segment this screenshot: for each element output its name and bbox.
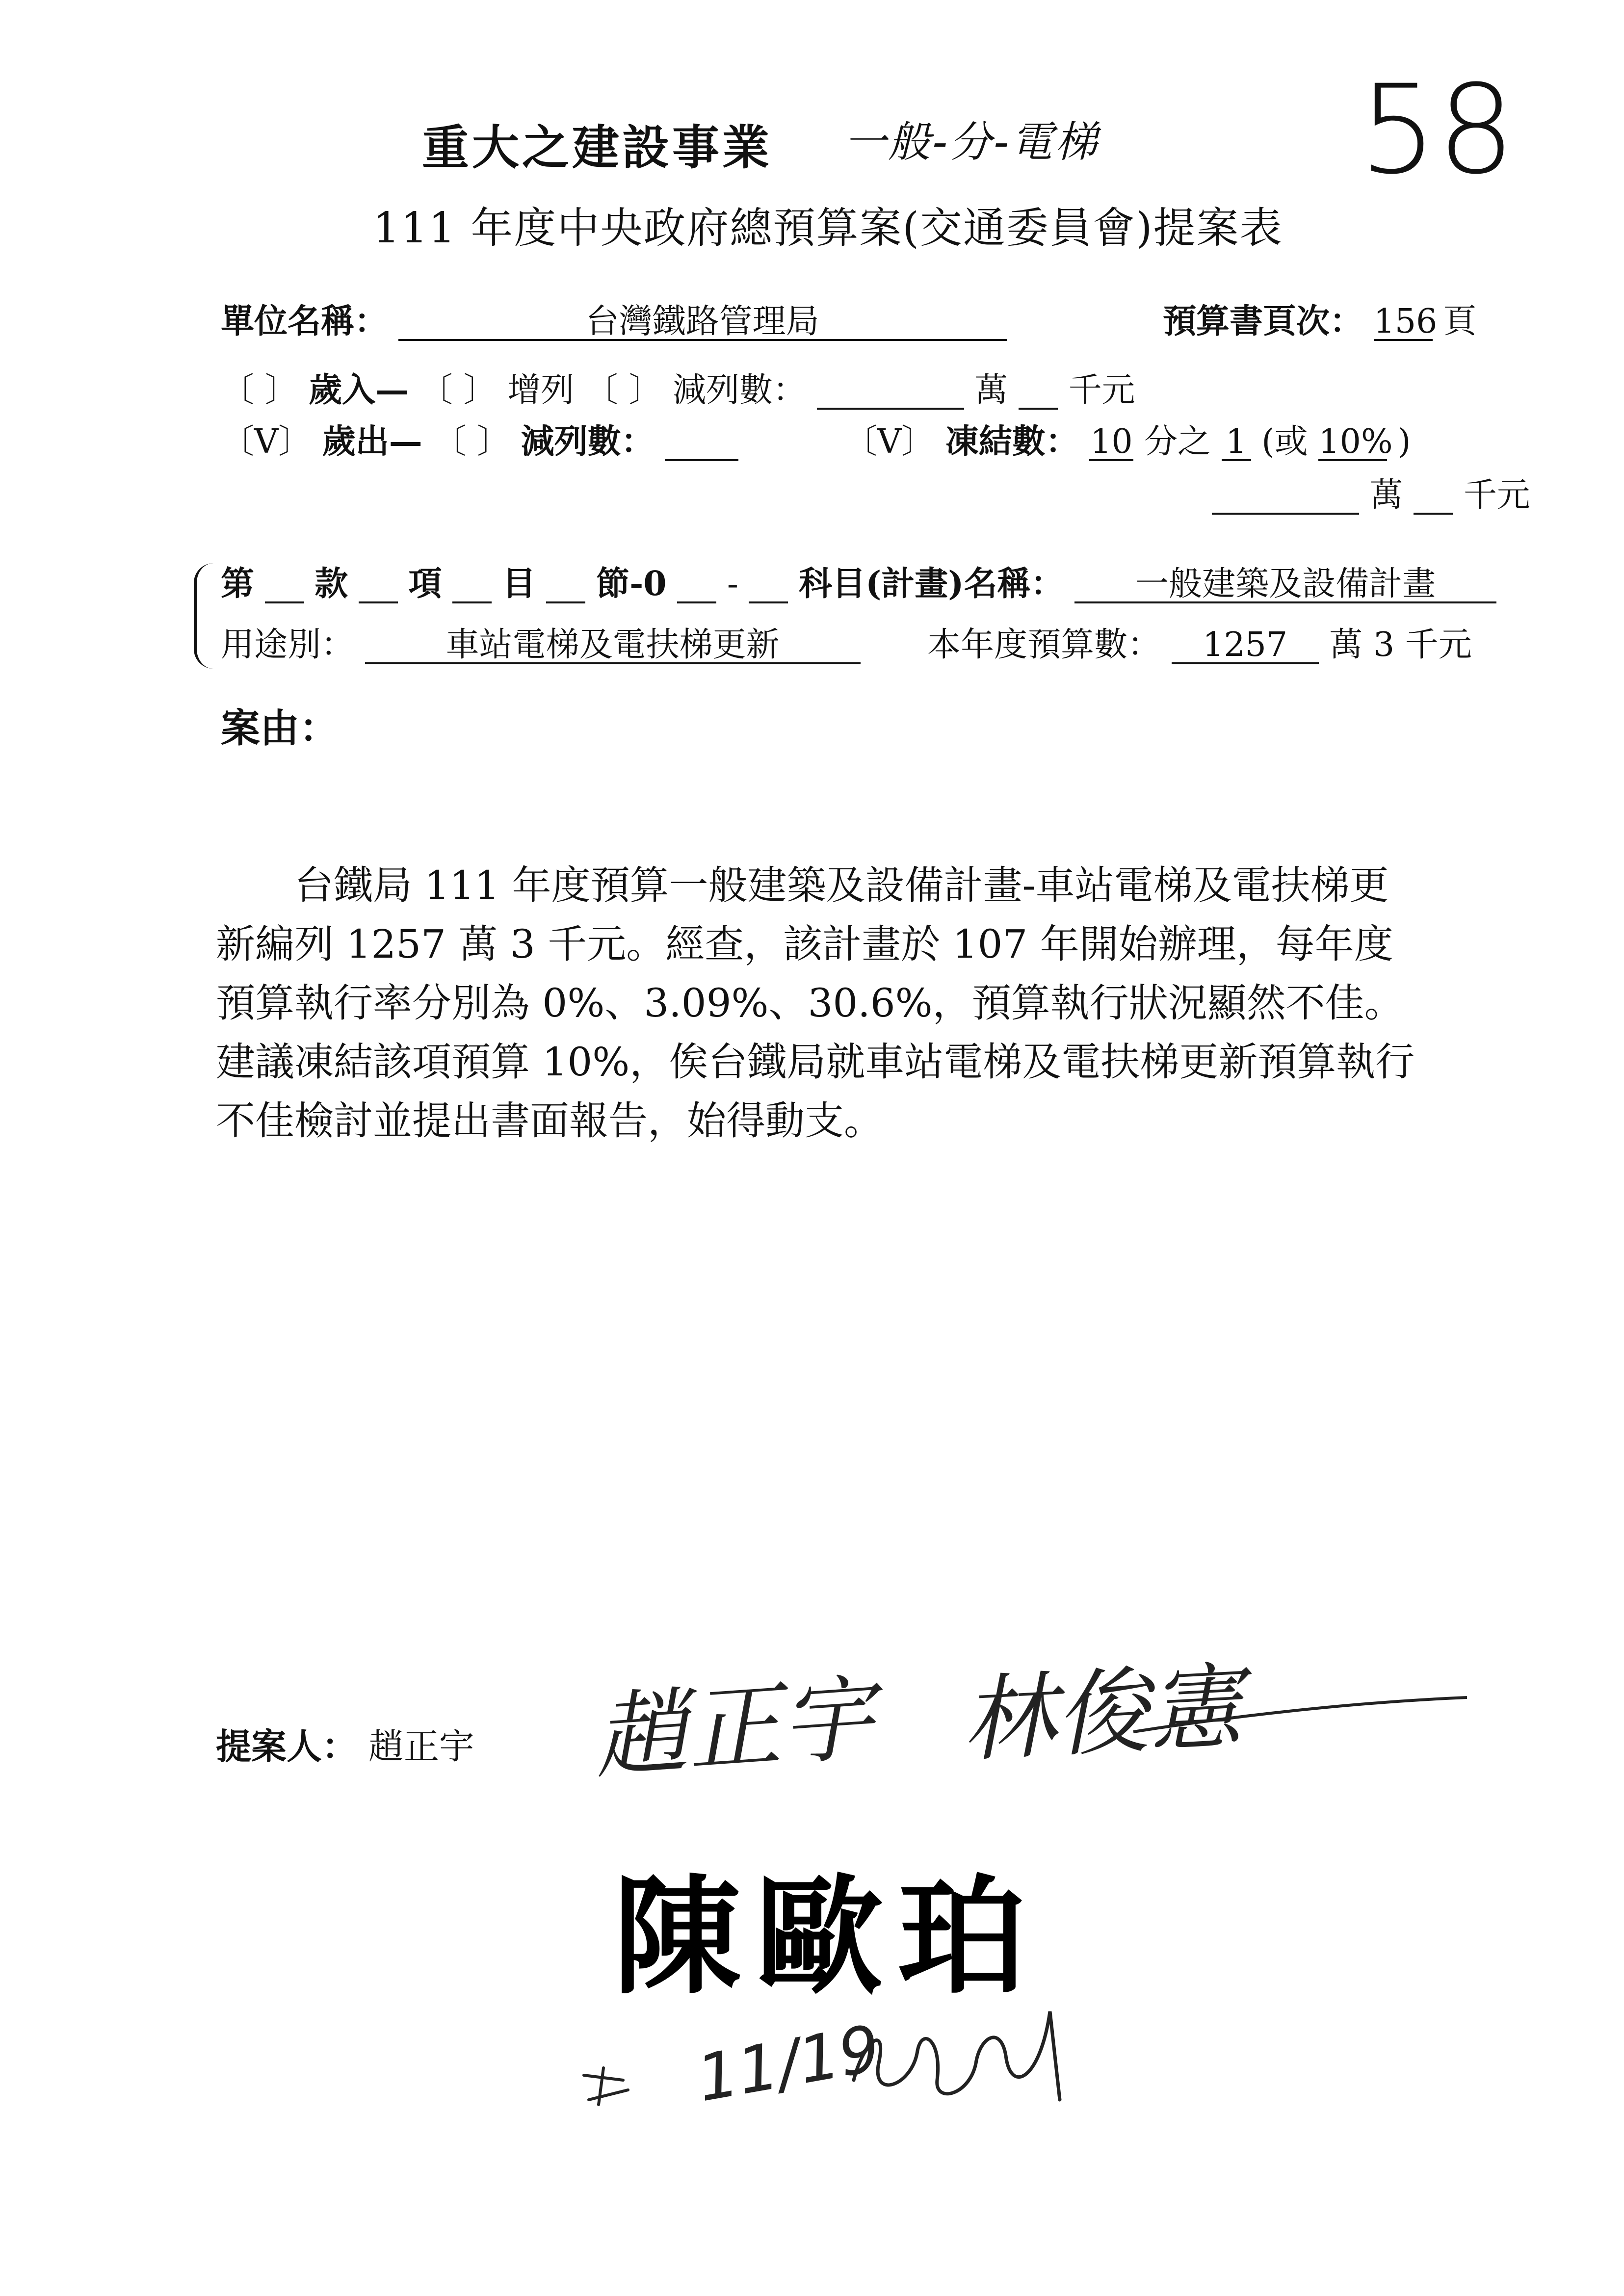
usage-row [221, 621, 861, 670]
freeze-label: 凍結數： [945, 422, 1079, 461]
signature-mark [579, 2065, 638, 2110]
expenditure-row [221, 417, 738, 467]
freeze-percent: 10% [1318, 422, 1393, 461]
freeze-qianyuan: 千元 [1463, 476, 1530, 515]
expenditure-reduce-blank [665, 424, 738, 461]
reason-text: 台鐵局 111 年度預算一般建築及設備計畫-車站電梯及電扶梯更新編列 1257 萬 3 千元。經查，該計畫於 107 年開始辦理，每年度預算執行率分別為 0%、3.09%、30.6%，預算執行狀況顯然不佳。建議凍結該項預算 10%，俟台鐵局就車站電梯及電扶梯更新預算執行不佳檢討並提出書面報告，始得動支。 [216, 862, 1415, 1144]
revenue-amount-blank [817, 373, 964, 410]
page-title: 111 年度中央政府總預算案(交通委員會)提案表 [373, 204, 1283, 253]
freeze-fenzhi: 分之 [1144, 422, 1211, 461]
item-xiang: 項 [408, 564, 442, 603]
signature-stroke [1128, 1688, 1472, 1747]
freeze-numerator: 10 [1090, 422, 1133, 461]
revenue-qianyuan: 千元 [1068, 371, 1135, 410]
budget-page-value: 156 [1373, 302, 1438, 341]
item-subject-name: 一般建築及設備計畫 [1074, 567, 1496, 603]
item-row [221, 559, 1496, 609]
signature-scribble [844, 1982, 1079, 2119]
revenue-increase: 增列 [507, 371, 575, 410]
signature-large: 陳歐珀 [613, 1863, 1040, 2011]
expenditure-reduce: 減列數： [521, 422, 655, 461]
stamp-title: 重大之建設事業 [422, 120, 772, 175]
freeze-or: (或 [1261, 422, 1308, 461]
freeze-close: ) [1398, 422, 1411, 461]
item-mu: 目 [502, 564, 536, 603]
item-jie: 節-0 [596, 564, 667, 603]
item-kuan-blank [265, 567, 304, 603]
budget-page-row [1163, 297, 1476, 346]
item-subject-label: 科目(計畫)名稱： [799, 564, 1064, 603]
signature-date: 11/19 [691, 2010, 886, 2116]
freeze-row [844, 417, 1411, 467]
revenue-checkbox: 〔 〕 [221, 371, 298, 410]
item-dash: - [727, 565, 738, 603]
freeze-qian-blank [1414, 478, 1453, 515]
annual-budget-row [927, 621, 1472, 670]
unit-label: 單位名稱： [221, 302, 388, 341]
signature-co-1: 趙正宇 [591, 1664, 878, 1792]
item-bracket [194, 563, 216, 669]
expenditure-reduce-box: 〔 〕 [433, 422, 510, 461]
signature-co-2: 林俊憲 [959, 1652, 1245, 1775]
revenue-increase-box: 〔 〕 [419, 371, 497, 410]
unit-row [221, 297, 1007, 346]
proposer-row [216, 1722, 474, 1771]
usage-value: 車站電梯及電扶梯更新 [365, 627, 861, 664]
revenue-decrease: 減列數： [673, 371, 807, 410]
freeze-denominator: 1 [1222, 424, 1251, 461]
handwritten-tag: 一般-分-電梯 [844, 118, 1100, 167]
freeze-checkbox: 〔V〕 [844, 422, 935, 461]
budget-page-label: 預算書頁次： [1163, 302, 1363, 341]
freeze-amount-blank [1212, 478, 1359, 515]
revenue-row [221, 365, 1135, 415]
reason-label: 案由： [221, 705, 339, 751]
item-mu-blank [452, 567, 492, 603]
budget-page-suffix: 頁 [1443, 302, 1477, 341]
item-jie-blank2 [677, 567, 716, 603]
annual-budget-label: 本年度預算數： [927, 626, 1161, 664]
freeze-amount-row [1212, 471, 1530, 520]
usage-label: 用途別： [221, 626, 355, 664]
unit-name: 台灣鐵路管理局 [398, 304, 1007, 341]
item-di: 第 [221, 564, 255, 603]
item-xiang-blank [359, 567, 398, 603]
proposer-name: 趙正宇 [368, 1726, 474, 1767]
revenue-label: 歲入— [309, 370, 409, 410]
annual-budget-value: 1257 [1172, 627, 1319, 664]
freeze-wan: 萬 [1369, 476, 1403, 515]
expenditure-checkbox: 〔V〕 [221, 422, 312, 461]
revenue-wan: 萬 [974, 371, 1008, 410]
reason-body [216, 856, 1428, 1150]
annual-budget-unit: 萬 3 千元 [1329, 626, 1472, 664]
revenue-decrease-box: 〔 〕 [584, 371, 662, 410]
item-jie-blank [546, 567, 585, 603]
proposer-label: 提案人： [216, 1725, 358, 1767]
item-kuan: 款 [314, 564, 348, 603]
item-subject-blank [749, 567, 788, 603]
revenue-qian-blank [1019, 373, 1058, 410]
page-number: 58 [1359, 58, 1516, 201]
expenditure-label: 歲出— [322, 422, 422, 461]
